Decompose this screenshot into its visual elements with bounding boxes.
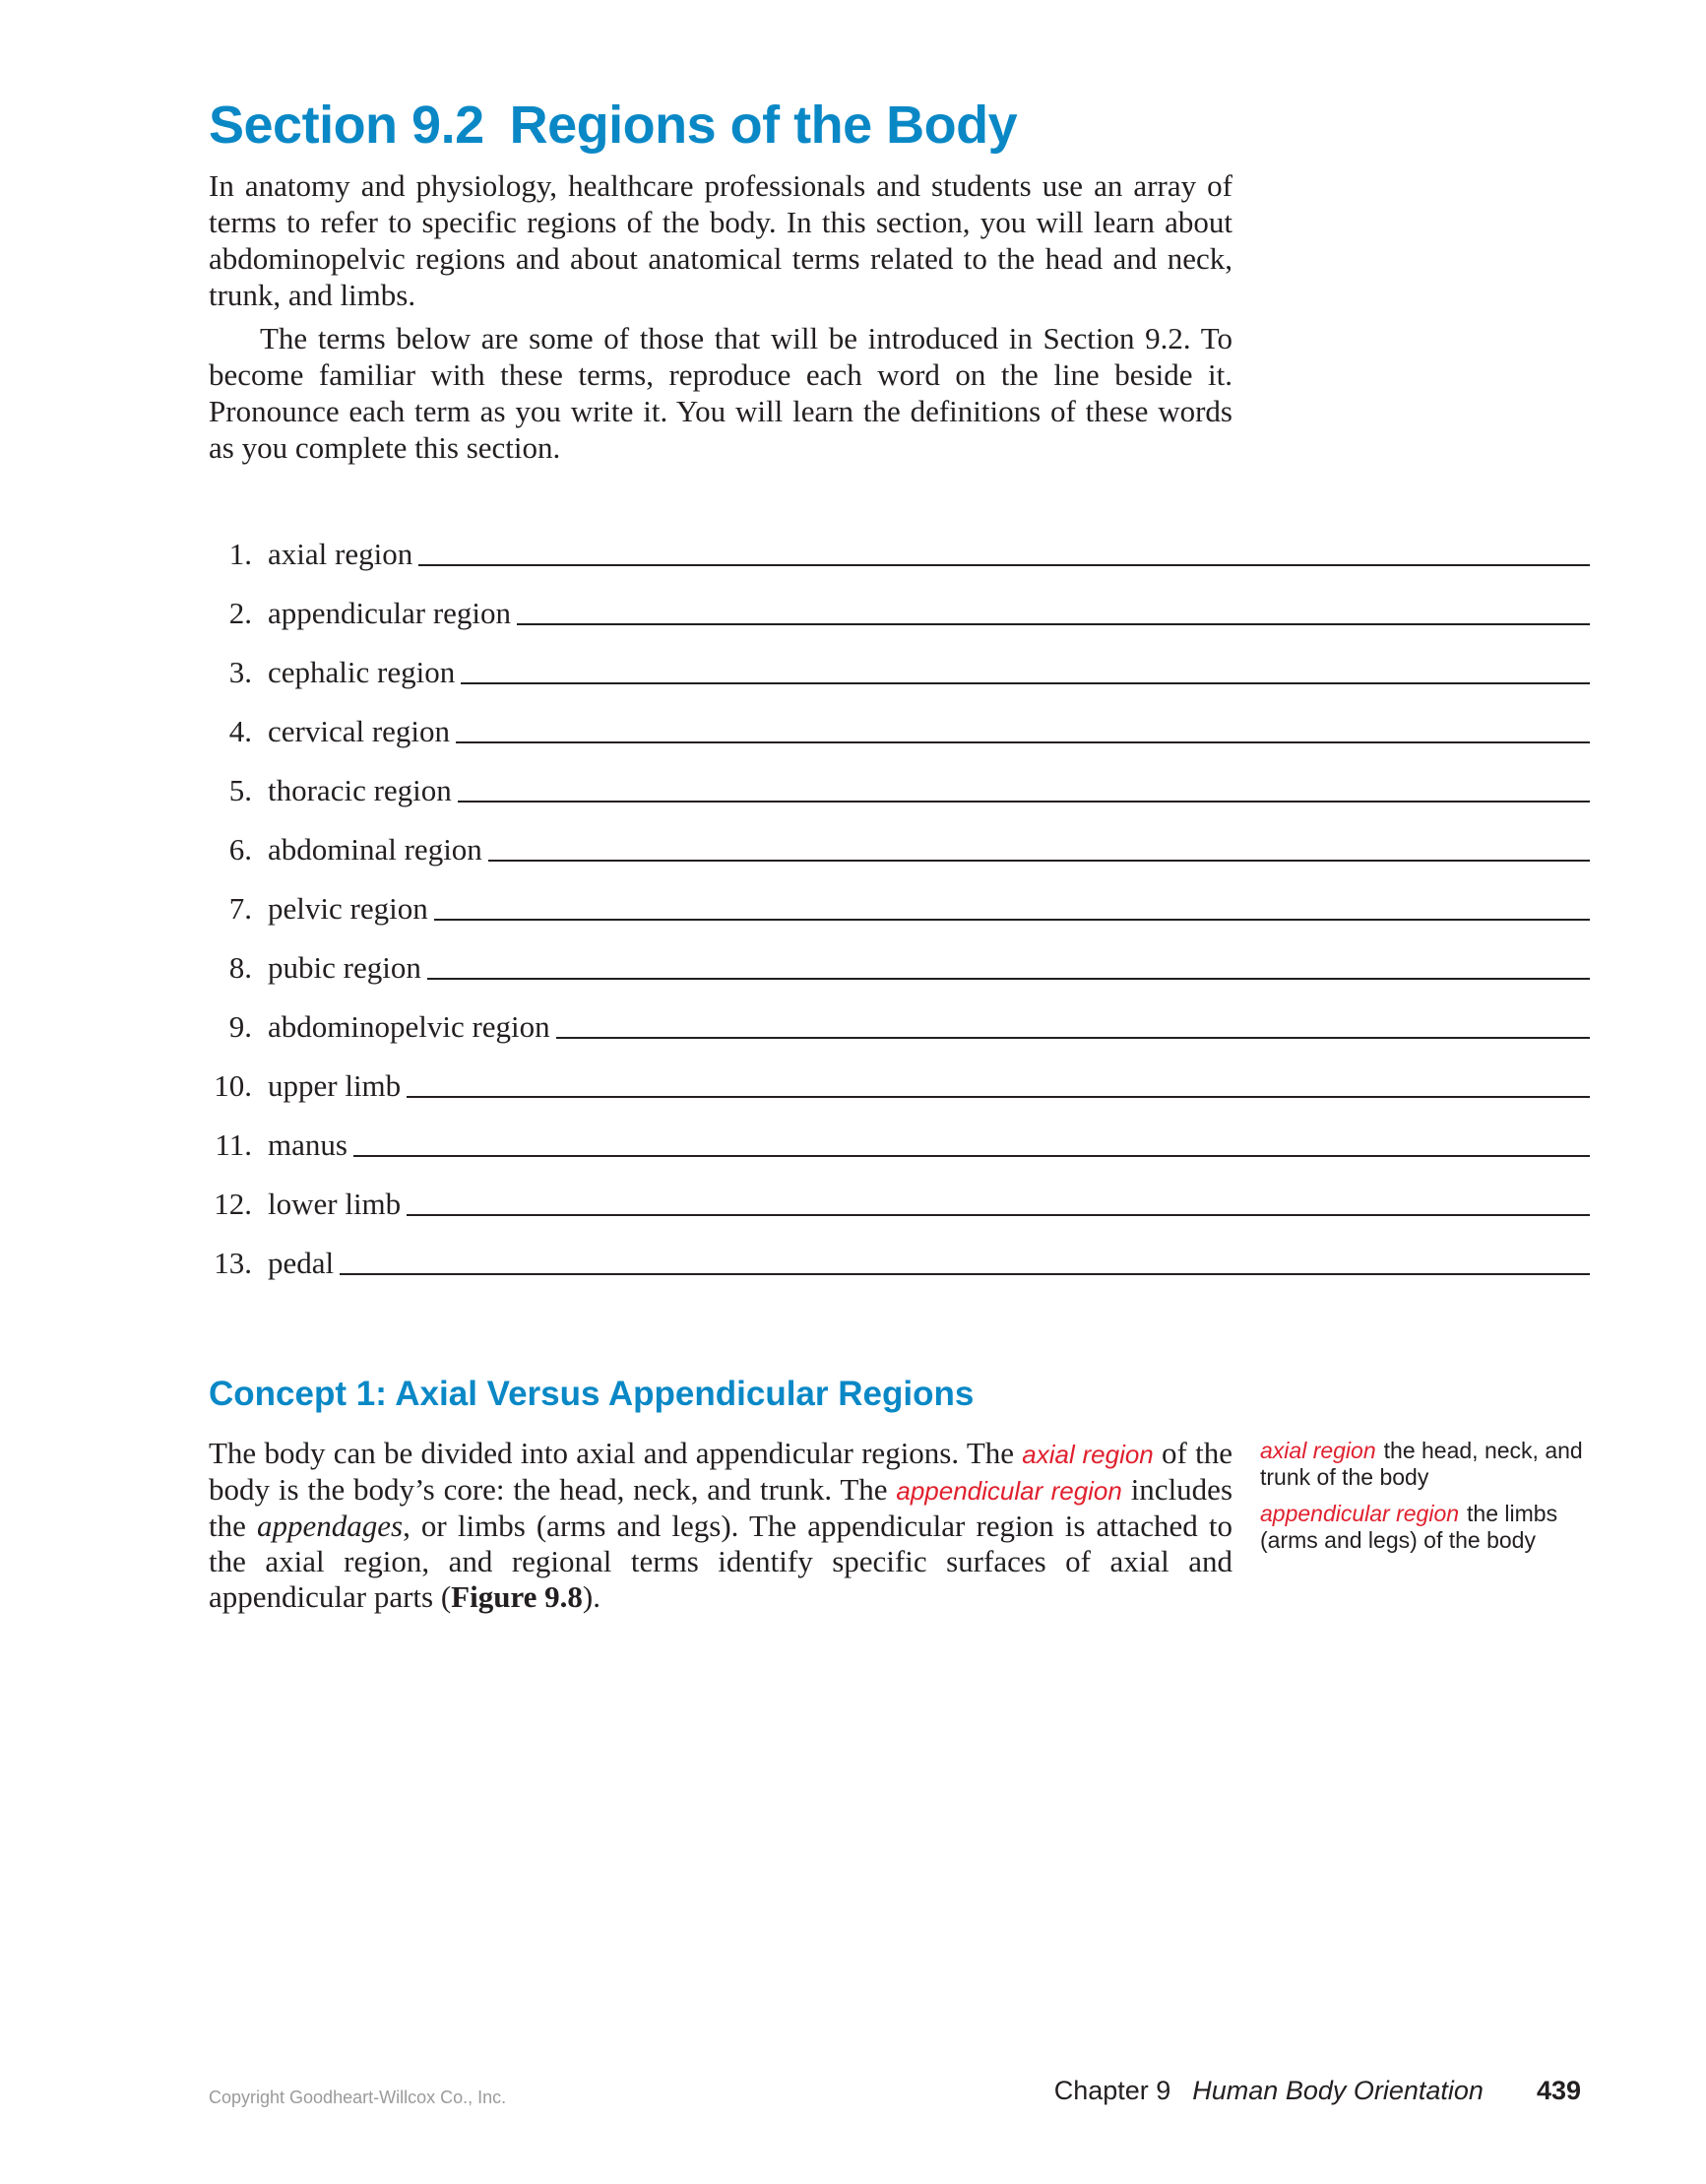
- term-number: 4.: [228, 714, 252, 748]
- term-text: appendicular region: [268, 596, 512, 630]
- term-number: 8.: [228, 950, 252, 985]
- concept-heading: Concept 1: Axial Versus Appendicular Regions: [209, 1375, 975, 1413]
- term-text: manus: [268, 1127, 348, 1162]
- write-line[interactable]: [517, 623, 1590, 625]
- section-number: Section 9.2: [209, 96, 484, 155]
- footer-chapter-label: Chapter 9: [1053, 2076, 1171, 2105]
- glossary-entry: [1260, 1501, 1595, 1554]
- term-row: [209, 929, 1590, 988]
- term-row: [209, 751, 1590, 810]
- write-line[interactable]: [461, 682, 1590, 684]
- term-number: 9.: [228, 1009, 252, 1044]
- intro-paragraph-1: In anatomy and physiology, healthcare professionals and students use an array of terms to refer to specific regions of the body. In this section, you will learn about abdominopelvic regions and about anatomical terms related to the head and neck, trunk, and limbs.: [209, 168, 1232, 312]
- concept-paragraph: [209, 1436, 1232, 1615]
- glossary-entry: [1260, 1438, 1595, 1491]
- footer-running-head: [1054, 2076, 1581, 2106]
- term-number: 13.: [214, 1246, 252, 1280]
- term-row: [209, 633, 1590, 692]
- margin-glossary: [1260, 1438, 1595, 1564]
- term-text: upper limb: [268, 1068, 402, 1103]
- term-row: [209, 574, 1590, 633]
- term-row: [209, 1165, 1590, 1224]
- write-line[interactable]: [434, 919, 1590, 921]
- term-number: 11.: [215, 1127, 252, 1162]
- concept-text: , or limbs (arms and legs). The appendicular region is attached to the axial region, and regional terms identify specific surfaces of axial and appendicular parts (: [209, 1509, 1233, 1614]
- intro-paragraph-2: The terms below are some of those that will be introduced in Section 9.2. To become familiar with these terms, reproduce each word on the line beside it. Pronounce each term as you write it. You will learn the definitions of these words as you complete this section.: [209, 321, 1232, 465]
- glossary-definition: the head, neck, and trunk of the body: [1260, 1438, 1583, 1490]
- figure-reference: Figure 9.8: [451, 1579, 583, 1614]
- write-line[interactable]: [556, 1037, 1590, 1039]
- term-row: [209, 1106, 1590, 1165]
- term-number: 10.: [214, 1068, 252, 1103]
- glossary-definition: the limbs (arms and legs) of the body: [1260, 1501, 1558, 1553]
- term-text: cephalic region: [268, 655, 456, 689]
- term-text: abdominopelvic region: [268, 1009, 550, 1044]
- terms-list: [209, 515, 1590, 1283]
- concept-text: ).: [582, 1579, 600, 1614]
- write-line[interactable]: [407, 1214, 1590, 1216]
- term-number: 3.: [228, 655, 252, 689]
- term-text: cervical region: [268, 714, 451, 748]
- concept-text: of the body is the body’s core: the head, neck, and trunk. The: [209, 1436, 1232, 1507]
- concept-text: The body can be divided into axial and appendicular regions. The: [209, 1436, 1023, 1470]
- footer-chapter-title: Human Body Orientation: [1192, 2076, 1484, 2105]
- term-text: lower limb: [268, 1187, 402, 1221]
- term-row: [209, 692, 1590, 751]
- term-text: thoracic region: [268, 773, 452, 807]
- term-text: pelvic region: [268, 891, 428, 926]
- write-line[interactable]: [456, 741, 1590, 743]
- term-row: [209, 869, 1590, 929]
- emphasis-text: appendages: [256, 1509, 404, 1543]
- section-title: [209, 91, 1017, 160]
- term-text: axial region: [268, 537, 413, 571]
- write-line[interactable]: [427, 978, 1590, 980]
- write-line[interactable]: [407, 1096, 1590, 1098]
- term-text: pubic region: [268, 950, 421, 985]
- glossary-term: appendicular region: [1260, 1501, 1460, 1526]
- key-term: appendicular region: [896, 1476, 1122, 1506]
- glossary-term: axial region: [1260, 1438, 1376, 1463]
- term-row: [209, 1224, 1590, 1283]
- footer-copyright: Copyright Goodheart-Willcox Co., Inc.: [209, 2088, 507, 2107]
- write-line[interactable]: [353, 1155, 1590, 1157]
- term-text: abdominal region: [268, 832, 482, 867]
- term-row: [209, 810, 1590, 869]
- term-number: 2.: [228, 596, 252, 630]
- term-row: [209, 1047, 1590, 1106]
- write-line[interactable]: [340, 1273, 1590, 1275]
- write-line[interactable]: [488, 860, 1590, 862]
- key-term: axial region: [1022, 1440, 1154, 1469]
- term-number: 6.: [228, 832, 252, 867]
- write-line[interactable]: [458, 801, 1590, 803]
- term-number: 5.: [228, 773, 252, 807]
- term-number: 1.: [228, 537, 252, 571]
- write-line[interactable]: [418, 564, 1590, 566]
- term-row: [209, 988, 1590, 1047]
- term-number: 7.: [228, 891, 252, 926]
- term-number: 12.: [214, 1187, 252, 1221]
- concept-text: includes the: [209, 1472, 1233, 1543]
- term-text: pedal: [268, 1246, 335, 1280]
- page-number: 439: [1536, 2076, 1581, 2105]
- section-title-text: Regions of the Body: [509, 96, 1018, 155]
- term-row: [209, 515, 1590, 574]
